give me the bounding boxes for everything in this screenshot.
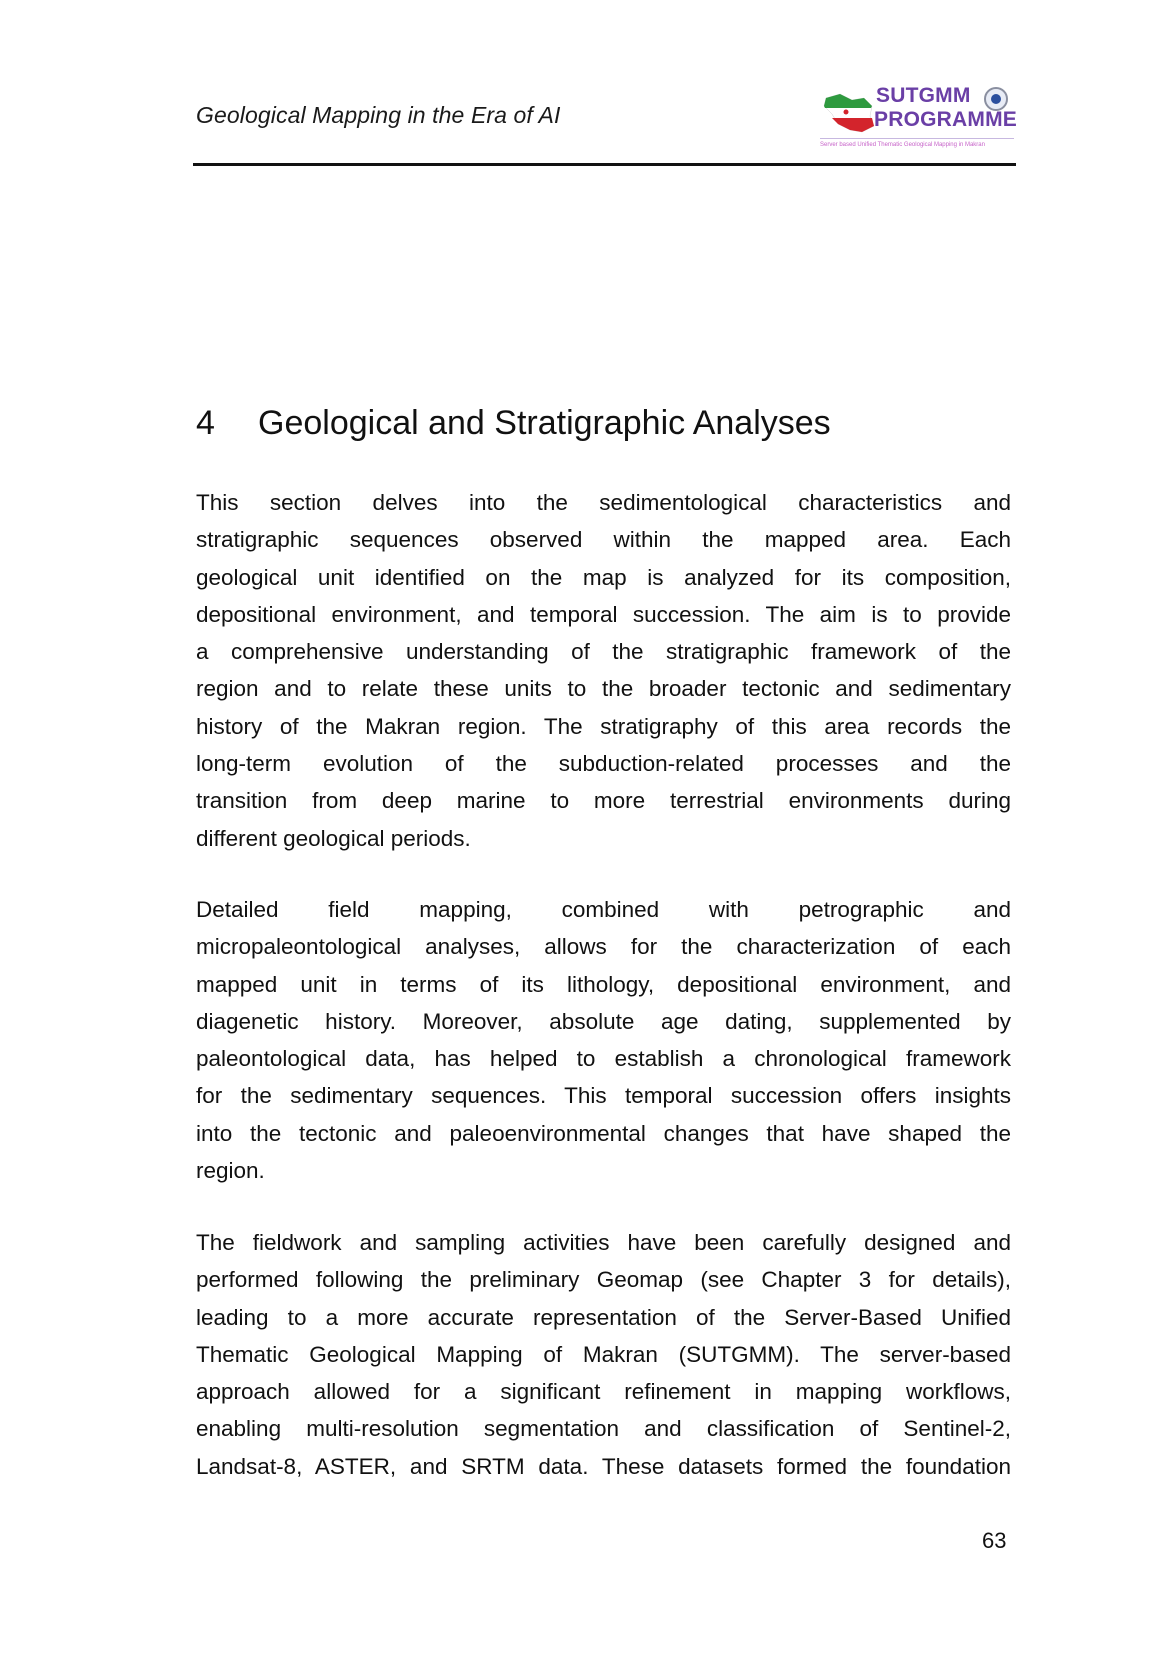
paragraph-line: Detailed field mapping, combined with petrographic and (196, 897, 1011, 922)
paragraph-line: stratigraphic sequences observed within the mapped area. Each (196, 527, 1011, 553)
paragraph-line: enabling multi-resolution segmentation and classification of Sentinel-2, (196, 1416, 1011, 1442)
logo-title-line1: SUTGMM (876, 84, 971, 107)
paragraph-line: diagenetic history. Moreover, absolute age dating, supplemented by (196, 1008, 1011, 1034)
paragraph-line: for the sedimentary sequences. This temporal succession offers insights (196, 1083, 1011, 1109)
logo-tagline: Server based Unified Thematic Geological Mapping in Makran (820, 142, 985, 148)
paragraph-3 (196, 1224, 1011, 1485)
paragraph-line: Landsat-8, ASTER, and SRTM data. These datasets formed the foundation (196, 1453, 1011, 1479)
paragraph-line: into the tectonic and paleoenvironmental changes that have shaped the (196, 1120, 1011, 1146)
paragraph-line: transition from deep marine to more terrestrial environments during (196, 788, 1011, 814)
paragraph-line: The fieldwork and sampling activities have been carefully designed and (196, 1230, 1011, 1255)
paragraph-line: leading to a more accurate representation of the Server-Based Unified (196, 1304, 1011, 1330)
paragraph-line: micropaleontological analyses, allows for the characterization of each (196, 934, 1011, 960)
paragraph-line: region and to relate these units to the broader tectonic and sedimentary (196, 676, 1011, 702)
paragraph-line: performed following the preliminary Geomap (see Chapter 3 for details), (196, 1267, 1011, 1293)
sutgmm-programme-logo (818, 80, 1016, 158)
section-title: Geological and Stratigraphic Analyses (258, 404, 831, 442)
paragraph-line: This section delves into the sedimentological characteristics and (196, 490, 1011, 515)
paragraph-line: geological unit identified on the map is analyzed for its composition, (196, 564, 1011, 590)
running-header-title: Geological Mapping in the Era of AI (196, 102, 561, 128)
page-number: 63 (982, 1528, 1007, 1553)
paragraph-line: a comprehensive understanding of the stratigraphic framework of the (196, 639, 1011, 665)
iran-flag-map-icon (822, 92, 878, 134)
paragraph-1 (196, 484, 1011, 857)
logo-divider (820, 138, 1014, 139)
paragraph-line: long-term evolution of the subduction-related processes and the (196, 751, 1011, 777)
section-heading (196, 404, 831, 443)
logo-title-line2: PROGRAMME (874, 108, 1017, 131)
paragraph-line: depositional environment, and temporal succession. The aim is to provide (196, 601, 1011, 627)
paragraph-line: Thematic Geological Mapping of Makran (SUTGMM). The server-based (196, 1341, 1011, 1367)
paragraph-2 (196, 891, 1011, 1189)
paragraph-line: region. (196, 1158, 265, 1184)
paragraph-line: history of the Makran region. The stratigraphy of this area records the (196, 713, 1011, 739)
header-rule (193, 163, 1016, 166)
paragraph-line: paleontological data, has helped to establish a chronological framework (196, 1046, 1011, 1072)
section-number: 4 (196, 404, 215, 442)
paragraph-line: approach allowed for a significant refinement in mapping workflows, (196, 1379, 1011, 1405)
paragraph-line: mapped unit in terms of its lithology, depositional environment, and (196, 971, 1011, 997)
paragraph-line: different geological periods. (196, 825, 471, 851)
